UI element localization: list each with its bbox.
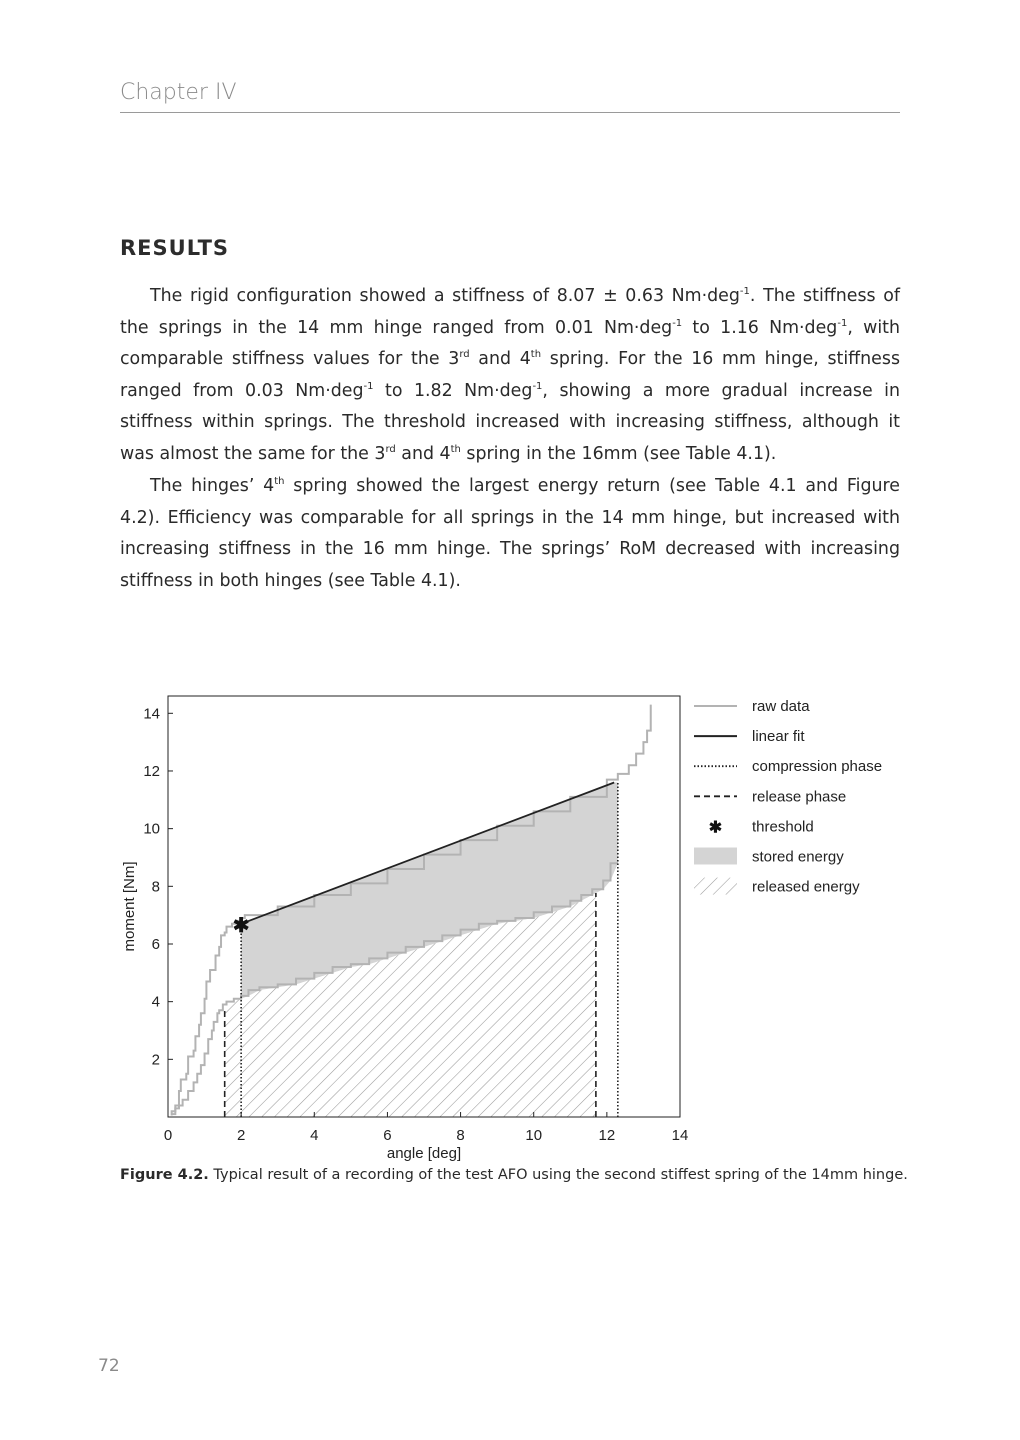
moment-angle-chart <box>100 680 920 1170</box>
x-tick-label: 0 <box>163 1127 173 1144</box>
legend-item-threshold <box>709 818 814 836</box>
chapter-header <box>120 80 900 113</box>
legend-item-compression <box>694 758 882 775</box>
y-tick-label: 2 <box>151 1051 160 1069</box>
legend-released-swatch <box>694 878 737 895</box>
y-axis-label: moment [Nm] <box>121 861 138 952</box>
results-paragraph-2: The hinges’ 4th spring showed the largest energy return (see Table 4.1 and Figure 4.2). Efficiency was comparable for all springs in the 14 mm hinge, but increased with increasing stiffness in the 16 mm hinge. The springs’ RoM decreased with increasing stiffness in both hinges (see Table 4.1). <box>120 476 900 591</box>
legend-label: linear fit <box>752 728 805 746</box>
y-tick-label: 4 <box>151 993 160 1011</box>
legend-label: threshold <box>752 818 814 836</box>
x-tick-label: 10 <box>525 1127 543 1144</box>
legend-label: released energy <box>752 878 860 896</box>
y-tick-label: 12 <box>143 762 160 780</box>
legend-item-released <box>694 878 860 896</box>
legend-item-raw <box>694 698 810 715</box>
y-tick-label: 8 <box>151 878 160 896</box>
y-tick-label: 10 <box>143 820 160 838</box>
y-tick-label: 6 <box>151 935 160 953</box>
legend-label: raw data <box>752 698 810 715</box>
results-paragraph-1: The rigid configuration showed a stiffness of 8.07 ± 0.63 Nm·deg$^{-1}$. The stiffness of the springs in the 14 mm hinge ranged from 0.01 Nm·deg$^{-1}$ to 1.16 Nm·deg$^{-1}$, with comparable stiffness values for the 3rd and 4th spring. For the 16 mm hinge, stiffness ranged from 0.03 Nm·deg$^{-1}$ to 1.82 Nm·deg$^{-1}$, showing a more gradual increase in stiffness within springs. The threshold increased with increasing stiffness, although it was almost the same for the 3rd and 4th spring in the 16mm (see Table 4.1). <box>120 286 901 464</box>
x-axis-label: angle [deg] <box>386 1145 462 1162</box>
legend-label: release phase <box>752 788 847 806</box>
x-tick-label: 6 <box>383 1127 392 1144</box>
threshold-marker: ✱ <box>232 914 250 937</box>
figure-caption <box>120 1167 908 1183</box>
figure-caption-text: Typical result of a recording of the test AFO using the second stiffest spring of the 14mm hinge. <box>208 1167 908 1183</box>
y-tick-label: 14 <box>143 705 160 723</box>
x-tick-label: 4 <box>310 1127 319 1144</box>
x-tick-label: 2 <box>236 1127 246 1144</box>
legend-label: compression phase <box>752 758 883 776</box>
page-number: 72 <box>98 1356 120 1376</box>
x-tick-label: 12 <box>598 1127 616 1144</box>
legend-stored-swatch <box>694 848 737 865</box>
legend-threshold-swatch: ✱ <box>708 819 723 837</box>
x-tick-label: 14 <box>671 1127 689 1144</box>
legend-item-stored <box>694 848 844 866</box>
legend-item-fit <box>694 728 805 745</box>
legend-label: stored energy <box>752 848 844 866</box>
legend-item-release <box>694 788 846 805</box>
chapter-title: Chapter IV <box>120 80 237 105</box>
figure-4-2 <box>100 680 920 1170</box>
x-tick-label: 8 <box>456 1127 465 1144</box>
figure-caption-label: Figure 4.2. <box>120 1167 209 1183</box>
section-heading: RESULTS <box>120 236 230 260</box>
